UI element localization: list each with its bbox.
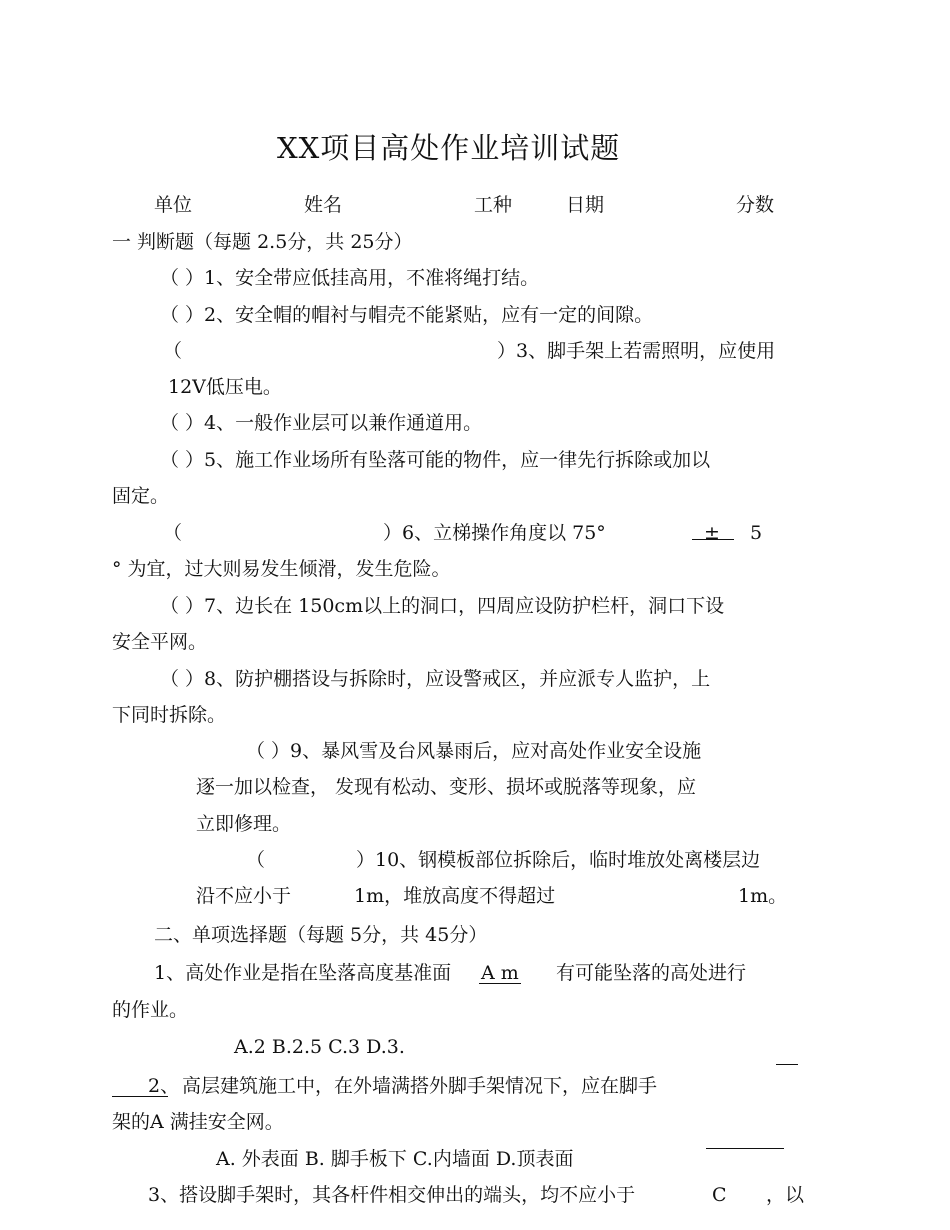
question-1-9: （ ）9、暴风雪及台风暴雨后，应对高处作业安全设施: [246, 740, 702, 762]
question-1-6: ）6、立梯操作角度以 75°: [383, 522, 606, 544]
section2-title: 二、单项选择题（每题 5分，共 45分）: [154, 924, 488, 946]
question-2-2-number: 2、: [148, 1075, 180, 1097]
question-2-2-options: A. 外表面 B. 脚手板下 C.内墙面 D.顶表面: [216, 1148, 574, 1170]
question-1-4: （ ）4、一般作业层可以兼作通道用。: [160, 412, 483, 434]
question-2-1-b: 有可能坠落的高处进行: [556, 962, 747, 984]
question-1-8-cont: 下同时拆除。: [112, 704, 227, 726]
question-2-3-answer: C: [712, 1184, 727, 1206]
question-1-8: （ ）8、防护棚搭设与拆除时，应设警戒区，并应派专人监护，上: [160, 668, 711, 690]
question-1-10-cont-a: 沿不应小于: [196, 885, 292, 907]
page-title: XX项目高处作业培训试题: [277, 131, 621, 165]
question-1-9-cont2: 立即修理。: [196, 813, 292, 835]
question-2-3-tail: ，以: [766, 1184, 805, 1206]
question-1-3-open: （: [163, 340, 183, 362]
question-1-6-open: （: [163, 522, 183, 544]
question-1-6-symbol: ±: [704, 522, 720, 544]
question-1-10-cont-c: 1m。: [738, 885, 788, 907]
question-2-1-cont: 的作业。: [112, 999, 189, 1021]
question-1-6-number: 5: [750, 522, 763, 544]
underline: [706, 1148, 784, 1149]
question-2-1-answer: A m: [481, 962, 519, 984]
question-1-10-open: （: [246, 849, 266, 871]
question-1-9-cont1: 逐一加以检查， 发现有松动、变形、损坏或脱落等现象，应: [196, 776, 697, 798]
question-2-1-a: 1、高处作业是指在坠落高度基准面: [154, 962, 452, 984]
question-1-5: （ ）5、施工作业场所有坠落可能的物件，应一律先行拆除或加以: [160, 449, 711, 471]
question-2-2-cont: 架的A 满挂安全网。: [112, 1111, 284, 1133]
question-1-10: ）10、钢模板部位拆除后，临时堆放处离楼层边: [356, 849, 761, 871]
underline: [776, 1064, 798, 1065]
question-1-2: （ ）2、安全帽的帽衬与帽壳不能紧贴，应有一定的间隙。: [160, 304, 654, 326]
question-1-1: （ ）1、安全带应低挂高用，不准将绳打结。: [160, 267, 540, 289]
question-1-10-cont-b: 1m，堆放高度不得超过: [354, 885, 556, 907]
underline: [692, 539, 734, 540]
header-work-type-label: 工种: [474, 194, 513, 216]
question-2-2: 高层建筑施工中，在外墙满搭外脚手架情况下，应在脚手: [182, 1075, 658, 1097]
question-2-3: 3、搭设脚手架时，其各杆件相交伸出的端头，均不应小于: [148, 1184, 636, 1206]
header-date-label: 日期: [566, 194, 605, 216]
question-1-5-cont: 固定。: [112, 485, 170, 507]
header-unit-label: 单位: [154, 194, 193, 216]
header-score-label: 分数: [736, 194, 775, 216]
question-1-6-cont: ° 为宜，过大则易发生倾滑，发生危险。: [112, 558, 451, 580]
question-1-3-cont: 12V低压电。: [168, 376, 282, 398]
question-1-7: （ ）7、边长在 150cm以上的洞口，四周应设防护栏杆，洞口下设: [160, 595, 725, 617]
question-1-3: ）3、脚手架上若需照明，应使用: [497, 340, 776, 362]
section1-title: 一 判断题（每题 2.5分，共 25分）: [112, 231, 413, 253]
question-1-7-cont: 安全平网。: [112, 631, 208, 653]
question-2-1-options: A.2 B.2.5 C.3 D.3.: [234, 1036, 405, 1058]
underline: [112, 1096, 168, 1097]
header-name-label: 姓名: [304, 194, 343, 216]
